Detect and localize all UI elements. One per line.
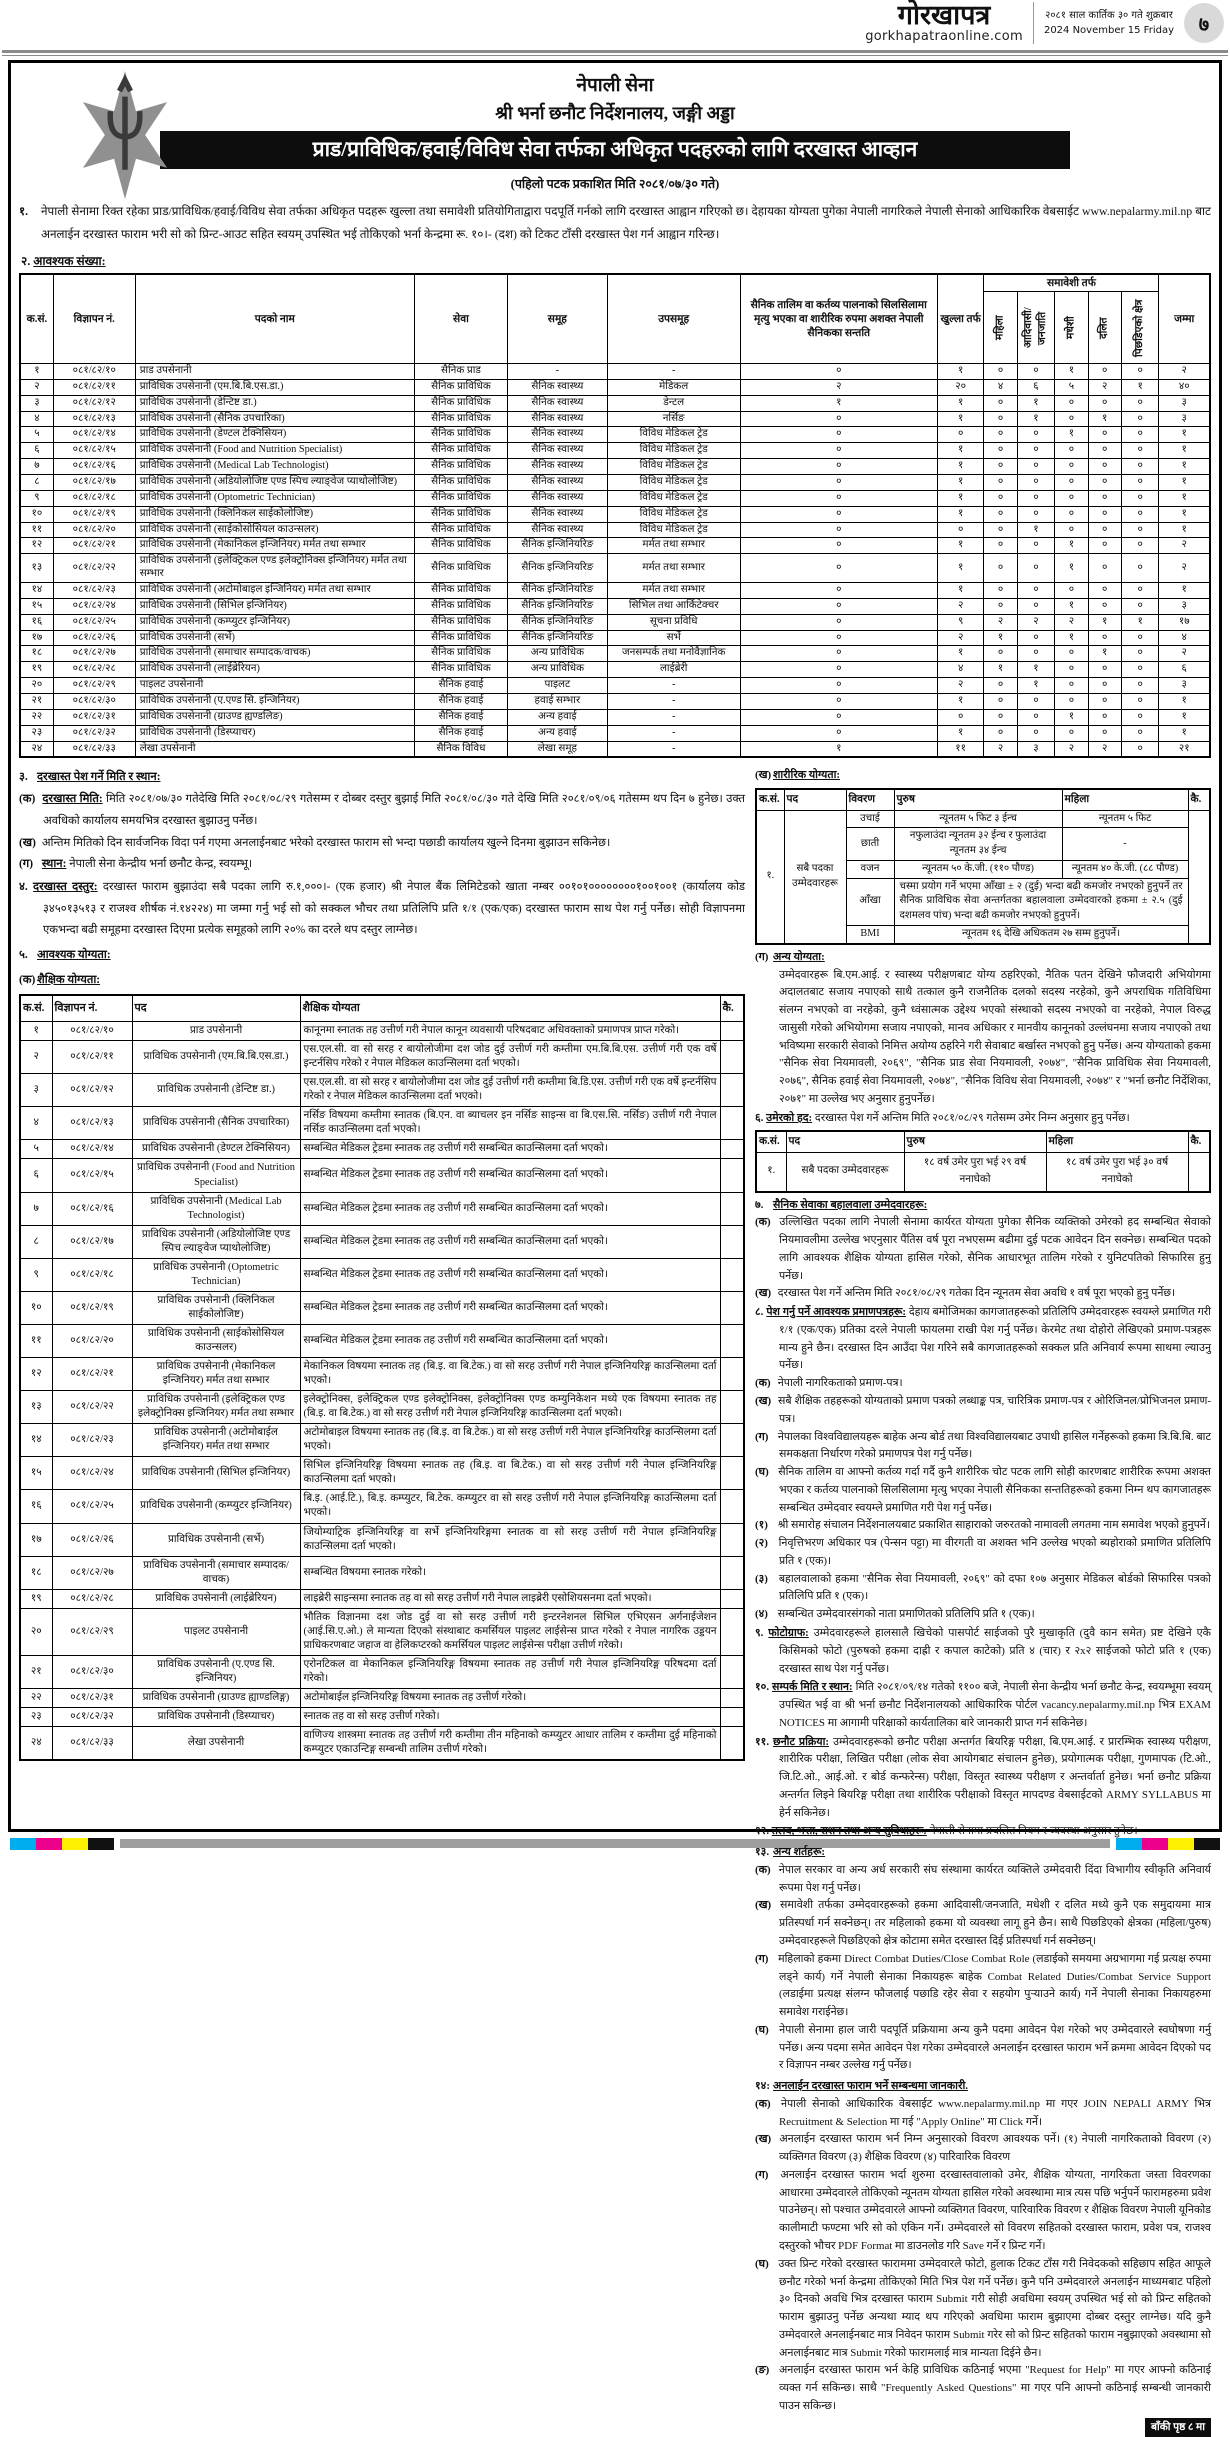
list-item: (१) श्री समारोह संचालन निर्देशनालयबाट प्रकाशित साहाराको जरुरतको नामावली लगतमा नाम समावेश भएको हुनुपर्ने। [755, 1519, 1210, 1532]
section-7-heading: ७. सैनिक सेवाका बहालवाला उम्मेदवारहरू: [755, 1198, 928, 1211]
col-backward-area: पिछडिएको क्षेत्र [1121, 292, 1159, 364]
table-row: १८ ०८१/८२/२७ प्राविधिक उपसेनानी (समाचार सम्पादक/वाचक) सैनिक प्राविधिक अन्य प्राविधिक जनसम्पर्क तथा मनोवैज्ञानिक ० १ ० ० ० १ ० २ [20, 646, 1210, 662]
right-column [755, 764, 1211, 2436]
table-row: ६ ०८१/८२/१५ प्राविधिक उपसेनानी (Food and Nutrition Specialist) सैनिक प्राविधिक सैनिक स्वास्थ्य विविध मेडिकल ट्रेड ० १ ० ० ० ० ० १ [20, 443, 1210, 459]
section-7-items [755, 1214, 1211, 1303]
section-14-heading: १४: अनलाईन दरखास्त फाराम भर्ने सम्बन्धमा जानकारी. [755, 2080, 968, 2093]
list-item: (क) नेपाल सरकार वा अन्य अर्ध सरकारी संघ संस्थामा कार्यरत व्यक्तिले उम्मेदवारी दिंदा विभागीय स्वीकृति अनिवार्य रूपमा पेश गर्नु पर्नेछ। [755, 1863, 1211, 1894]
paper-name: गोरखापत्र [897, 0, 991, 31]
table-row: ४ ०८१/८२/१३ प्राविधिक उपसेनानी (सैनिक उपचारिका) नर्सिङ विषयमा कम्तीमा स्नातक (बि.एन. वा ब्याचलर इन नर्सिङ साइन्स वा बि.एस.सि. नर्सिङ) उत्तीर्ण गरी नेपाल नर्सिङ काउन्सिलमा दर्ता भएको। [20, 1107, 744, 1140]
section-11: ११. छनौट प्रक्रिया: उम्मेदवारहरूको छनौट परीक्षा अन्तर्गत बियरिङ्ग परीक्षा, बि.एम.आई. र प्रारम्भिक स्वास्थ्य परीक्षण, शारीरिक परीक्षा, लिखित परीक्षा (लोक सेवा आयोगबाट संचालन हुनेछ), प्रयोगात्मक परीक्षा, गुणमापक (टि.ओ., जि.टि.ओ., आई.ओ. र बोर्ड कन्फरेन्स) परीक्षा, विस्तृत स्वास्थ्य परीक्षण र अन्तर्वार्ता हुनेछ। भर्ना छनौट प्रक्रिया अन्तर्गत लिइने बियरिङ्ग परीक्षा तथा शारीरिक परीक्षाको विस्तृत मापदण्ड वेबसाईटको ARMY SYLLABUS मा हेर्न सकिनेछ। [755, 1735, 1211, 1819]
col-santati: सैनिक तालिम वा कर्तव्य पालनाको सिलसिलामा मृत्यु भएका वा शारीरिक रुपमा अशक्त नेपाली सैनिकका सन्तति [740, 274, 937, 364]
section-8: ८. पेश गर्नु पर्ने आवश्यक प्रमाणपत्रहरू: देहाय बमोजिमका कागजातहरूको प्रतिलिपि उम्मेदवारहरू स्वयम्ले प्रमाणित गरी १/१ (एक/एक) प्रतिका दरले नेपाली फायलमा राखी पेश गर्नु पर्नेछ। केरमेट तथा दोहोरो लेखिएको प्रमाण-पत्रहरू मान्य हुने छैन। दरखास्त दिन आउँदा पेश गरिने सबै कागजातहरूको सक्कल प्रति अनिवार्य रूपमा साथमा ल्याउनु पर्नेछ। [755, 1306, 1211, 1372]
table-row: ३ ०८१/८२/१२ प्राविधिक उपसेनानी (डेन्टिष्ट डा.) एस.एल.सी. वा सो सरह र बायोलोजीमा दश जोड दुई उत्तीर्ण गरी कम्तीमा बि.डि.एस. उत्तीर्ण गरी एक वर्षे इन्टर्नसिप गरेको र नेपाल मेडिकल काउन्सिलमा दर्ता भएको। [20, 1074, 744, 1107]
col-service: सेवा [414, 274, 507, 364]
education-header-row [20, 995, 744, 1021]
col-ad-no: विज्ञापन नं. [53, 274, 135, 364]
physical-row-chest: छाती नफुलाउंदा न्यूनतम ३२ ईन्च र फुलाउंदा न्यूनतम ३४ ईन्च - [756, 828, 1210, 861]
table-row: ५ ०८१/८२/१४ प्राविधिक उपसेनानी (डेण्टल टेक्निसियन) सम्बन्धित मेडिकल ट्रेडमा स्नातक तह उत्तीर्ण गरी सम्बन्धित काउन्सिलमा दर्ता भएको। [20, 1140, 744, 1159]
section-4: ४. दरखास्त दस्तुर: दरखास्त फाराम बुझाउंदा सबै पदका लागि रु.१,०००।- (एक हजार) श्री नेपाल बैंक लिमिटेडको खाता नम्बर ००१०१००००००००१००१००१ (कार्यालय कोड ३४५०१३५१३ र राजश्व शीर्षक नं.१४२२४) मा जम्मा गर्नु भई सो को सक्कल भौचर तथा प्रतिलिपि प्रति १/१ (एक/एक) दरखास्त फाराम साथ पेश गर्नु पर्नेछ। सोही विज्ञापनमा एकभन्दा बढी समूहमा दरखास्त दिएमा प्रत्येक समूहको लागि २०% का दरले थप दस्तुर लाग्नेछ। [19, 880, 745, 937]
date-english: 2024 November 15 Friday [1043, 25, 1174, 36]
other-qual-text: उम्मेदवारहरू बि.एम.आई. र स्वास्थ्य परीक्षणबाट योग्य ठहरिएको, नैतिक पतन देखिने फौजदारी अभियोगमा अदालतबाट सजाय नपाएको साथै तत्काल कुनै राजनैतिक दलको सदस्य नरहेको, कुनै अपराधिक गतिविधिमा संलग्न नभएको वा नरहेको, कुनै ध्वंसात्मक उद्देश्य भएको संस्थाको सदस्य नभएको वा नरहेको, नेपाल विरुद्ध जासुसी गरेको अभियोगमा सजाय नपाएको, मानव अधिकार र मानवीय कानूनको उल्लंघनमा सजाय नपाएको तथा भविष्यमा सरकारी सेवाको निमित्त अयोग्य ठहरिने गरी सेवाबाट बर्खास्त नभएको हुनु पर्नेछ। अन्य योग्यताको हकमा "सैनिक सेवा नियमावली, २०६९", "सैनिक प्राड सेवा नियमावली, २०७४", "सैनिक प्राविधिक सेवा नियमावली, २०७६", सैनिक हवाई सेवा नियमावली, २०७४", "सैनिक विविध सेवा नियमावली, २०७४" र "भर्ना छनौट निर्देशिका, २०७१" मा उल्लेख भए अनुसार हुनुपर्नेछ। [779, 968, 1211, 1105]
table-row: २० ०८१/८२/२९ पाइलट उपसेनानी भौतिक विज्ञानमा दश जोड दुई वा सो सरह उत्तीर्ण गरी इन्टरनेशनल सिभिल एभिएसन अर्गनाईजेशन (आई.सि.ए.ओ.) ले मान्यता दिएको संस्थाबाट कमर्सियल पाइलट लाईसेन्स प्राप्त गरेको र नेपाल नागरिक उड्डयन प्राधिकरणबाट जहाज वा हेलिकप्टरको कमर्सियल पाइलट लाईसेन्स परीक्षा उत्तीर्ण गरेको। [20, 1608, 744, 1655]
table-row: ३ ०८१/८२/१२ प्राविधिक उपसेनानी (डेन्टिष्ट डा.) सैनिक प्राविधिक सैनिक स्वास्थ्य डेन्टल १ १ ० १ ० ० ० ३ [20, 395, 1210, 411]
table-row: ८ ०८१/८२/१७ प्राविधिक उपसेनानी (अडियोलोजिष्ट एण्ड स्पिच ल्याङ्वेज प्याथोलोजिष्ट) सम्बन्धित मेडिकल ट्रेडमा स्नातक तह उत्तीर्ण गरी सम्बन्धित काउन्सिलमा दर्ता भएको। [20, 1225, 744, 1258]
table-row: ५ ०८१/८२/१४ प्राविधिक उपसेनानी (डेण्टल टेक्निसियन) सैनिक प्राविधिक सैनिक स्वास्थ्य विविध मेडिकल ट्रेड ० ० ० ० १ ० ० १ [20, 427, 1210, 443]
masthead-divider [1033, 2, 1034, 44]
table-row: १४ ०८१/८२/२३ प्राविधिक उपसेनानी (अटोमोबाईल इन्जिनियर) मर्मत तथा सम्भार अटोमोबाइल विषयमा स्नातक तह (बि.इ. वा बि.टेक.) वा सो सरह उत्तीर्ण गरी नेपाल इन्जिनियरिङ्ग काउन्सिलमा दर्ता भएको। [20, 1424, 744, 1457]
vacancy-table [19, 273, 1211, 758]
nepali-army-star-logo [79, 71, 171, 204]
advertisement-title-banner: प्राड/प्राविधिक/हवाई/विविध सेवा तर्फका अधिकृत पदहरुको लागि दरखास्त आव्हान [160, 131, 1070, 169]
physical-row-eye: आँखा चस्मा प्रयोग गर्ने भएमा आँखा ± २ (दुई) भन्दा बढी कमजोर नभएको हुनुपर्ने तर सैनिक प्राविधिक सेवा अन्तर्गतका बहालवाला उम्मेदवारको हकमा ± २.५ (दुई दशमलव पांच) भन्दा बढी कमजोर नभएको हुनुपर्ने। [756, 878, 1210, 925]
list-item: (घ) सैनिक तालिम वा आफ्नो कर्तव्य गर्दा गर्दै कुनै शारीरिक चोट पटक लागि सोही कारणबाट शारीरिक रूपमा अशक्त भएका र कर्तव्य पालनाको सिलसिलामा मृत्यु भएका नेपाली सैनिकका सन्ततिहरूको हकमा निम्न थप कागजातहरू सम्बन्धित उम्मेदवार स्वयम्ले प्रमाणित गरी पेश गर्नु पर्नेछ। [755, 1466, 1211, 1514]
physical-row-weight: वजन न्यूनतम ५० के.जी. (११० पौण्ड) न्यूनतम ४० के.जी. (८८ पौण्ड) [756, 860, 1210, 878]
edu-col-post: पद [132, 995, 300, 1021]
list-item: (ख) अन्तिम मितिको दिन सार्वजनिक विदा पर्न गएमा अनलाईनबाट भरेको दरखास्त फाराम सो भन्दा पछाडी कार्यालय खुल्ने दिनमा बुझाउन सकिनेछ। [19, 836, 611, 849]
edu-col-ad-no: विज्ञापन नं. [52, 995, 132, 1021]
section-9: ९. फोटोग्राफ: उम्मेदवारहरूले हालसालै खिचेको पासपोर्ट साईजको पुरै मुखाकृति (दुवै कान समेत) प्रष्ट देखिने एकै किसिमको फोटो (पुरुषको हकमा दाह्री र कपाल काटेको) प्रति ४ (चार) र २x२ साईजको फोटो प्रति १ (एक) दरखास्त साथ पेश गर्नु पर्नेछ। [755, 1626, 1211, 1675]
list-item: (ग) नेपालका विश्वविद्यालयहरू बाहेक अन्य बोर्ड तथा विश्वविद्यालयबाट उपाधी हासिल गर्नेहरूको हकमा त्रि.बि.बि. बाट समकक्षता निर्धारण गरेको प्रमाणपत्र पेश गर्नु पर्नेछ। [755, 1430, 1211, 1461]
list-item: (क) दरखास्त मिति: मिति २०८१/०७/३० गतेदेखि मिति २०८१/०८/२९ गतेसम्म र दोब्बर दस्तुर बुझाई मिति २०८१/०८/३० गते देखि मिति २०८१/०९/०६ गतेसम्म थप दिन ७ हुनेछ। उक्त अवधिको कार्यालय समयभित्र दरखास्त बुझाउनु पर्नेछ। [19, 793, 745, 827]
org-name: नेपाली सेना [576, 75, 654, 96]
table-row: २१ ०८१/८२/३० प्राविधिक उपसेनानी (ए.एण्ड सि. इन्जिनियर) सैनिक हवाई हवाई सम्भार - ० १ ० ० ० ० ० १ [20, 694, 1210, 710]
newspaper-masthead [0, 0, 1230, 50]
table-row: २४ ०८१/८२/३३ लेखा उपसेनानी वाणिज्य शास्त्रमा स्नातक तह उत्तीर्ण गरी कम्तीमा तीन महिनाको कम्प्युटर आधार तालिम र कम्तीमा दुई महिनाको कम्प्युटर एकाउन्टिङ्ग सम्बन्धी तालिम उत्तीर्ण गरेको। [20, 1727, 744, 1761]
list-item: (२) निवृत्तिभरण अधिकार पत्र (पेन्सन पट्टा) मा वीरगती वा अशक्त भनि उल्लेख भएको ब्यहोराको प्रमाणित प्रतिलिपि प्रति १ (एक)। [755, 1537, 1211, 1567]
age-table [755, 1130, 1211, 1192]
table-row: ६ ०८१/८२/१५ प्राविधिक उपसेनानी (Food and Nutrition Specialist) सम्बन्धित मेडिकल ट्रेडमा स्नातक तह उत्तीर्ण गरी सम्बन्धित काउन्सिलमा दर्ता भएको। [20, 1159, 744, 1192]
star-trident-icon [79, 71, 171, 199]
list-item: (३) बहालवालाको हकमा "सैनिक सेवा नियमावली, २०६९" को दफा १०७ अनुसार मेडिकल बोर्डको सिफारिस पत्रको प्रतिलिपि प्रति १ (एक)। [755, 1572, 1211, 1603]
section-5-heading: ५. आवश्यक योग्यता: [19, 948, 111, 961]
table-row: १५ ०८१/८२/२४ प्राविधिक उपसेनानी (सिभिल इन्जिनियर) सिभिल इन्जिनियरिङ्ग विषयमा स्नातक तह (बि.इ. वा बि.टेक.) वा सो सरह उत्तीर्ण गरी नेपाल इन्जिनियरिङ्ग काउन्सिलमा दर्ता भएको। [20, 1457, 744, 1490]
table-row: ११ ०८१/८२/२० प्राविधिक उपसेनानी (साईकोसोसियल काउन्सलर) सम्बन्धित मेडिकल ट्रेडमा स्नातक तह उत्तीर्ण गरी सम्बन्धित काउन्सिलमा दर्ता भएको। [20, 1324, 744, 1357]
section-8-items [755, 1375, 1211, 1624]
table-row: १५ ०८१/८२/२४ प्राविधिक उपसेनानी (सिभिल इन्जिनियर) सैनिक प्राविधिक सैनिक इन्जिनियरिङ सिभिल तथा आर्किटेक्चर ० २ ० ० १ ० ० ३ [20, 598, 1210, 614]
col-open: खुल्ला तर्फ [937, 274, 984, 364]
directorate-name: श्री भर्ना छनौट निर्देशनालय, जङ्गी अड्डा [495, 103, 735, 123]
vacancy-section-heading: २. आवश्यक संख्या: [21, 254, 106, 268]
continued-on-page-badge: बाँकी पृष्ठ ८ मा [1145, 2418, 1211, 2437]
intro-number: १. [19, 204, 29, 218]
list-item: (४) सम्बन्धित उम्मेदवारसंगको नाता प्रमाणितको प्रतिलिपि प्रति १ (एक)। [755, 1608, 1035, 1621]
list-item: (ग) स्थान: नेपाली सेना केन्द्रीय भर्ना छनौट केन्द्र, स्वयम्भू। [19, 858, 253, 871]
table-row: १ ०८१/८२/१० प्राड उपसेनानी सैनिक प्राड - - ० १ ० ० १ ० ० २ [20, 364, 1210, 380]
list-item: (ख) दरखास्त पेश गर्ने अन्तिम मिति २०८१/०८/२९ गतेका दिन न्यूनतम सेवा अवधि १ वर्ष पूरा भएको हुनु पर्नेछ। [755, 1287, 1176, 1300]
table-row: १३ ०८१/८२/२२ प्राविधिक उपसेनानी (इलेक्ट्रिकल एण्ड इलेक्ट्रोनिक्स इन्जिनियर) मर्मत तथा सम्भार इलेक्ट्रोनिक्स, इलेक्ट्रिकल एण्ड इलेक्ट्रोनिक्स, इलेक्ट्रोनिक्स एण्ड कम्युनिकेशन मध्ये एक विषयमा स्नातक तह (बि.इ. वा बि.टेक.) वा सो सरह उत्तीर्ण गरी नेपाल इन्जिनियरिङ्ग काउन्सिलमा दर्ता भएको। [20, 1391, 744, 1424]
education-table-body [20, 1022, 744, 1761]
table-row: ९ ०८१/८२/१८ प्राविधिक उपसेनानी (Optometric Technician) सम्बन्धित मेडिकल ट्रेडमा स्नातक तह उत्तीर्ण गरी सम्बन्धित काउन्सिलमा दर्ता भएको। [20, 1258, 744, 1291]
table-row: १२ ०८१/८२/२१ प्राविधिक उपसेनानी (मेकानिकल इन्जिनियर) मर्मत तथा सम्भार मेकानिकल विषयमा स्नातक तह (बि.इ. वा बि.टेक.) वा सो सरह उत्तीर्ण गरी नेपाल इन्जिनियरिङ्ग काउन्सिलमा दर्ता भएको। [20, 1358, 744, 1391]
section-13-heading: १३. अन्य शर्तहरू: [755, 1846, 826, 1859]
intro-text: नेपाली सेनामा रिक्त रहेका प्राड/प्राविधिक/हवाई/विविध सेवा तर्फका अधिकृत पदहरू खुल्ला तथा समावेशी प्रतियोगिताद्वारा पदपूर्ति गर्नको लागि दरखास्त आह्वान गरिएको छ। देहायका योग्यता पुगेका नेपाली नागरिकले नेपाली सेनाको आधिकारिक वेबसाईट www.nepalarmy.mil.np बाट अनलाईन दरखास्त फाराम भरी सो को प्रिन्ट-आउट सहित स्वयम् उपस्थित भई तोकिएको भर्ना केन्द्रमा रू. १०।- (दश) को टिकट टाँसी दरखास्त पेश गर्न आह्वान गरिन्छ। [41, 204, 1211, 241]
section-12: १२. तलब, भत्ता, राशन तथा अन्य सुविधाहरू: नेपाली सेनामा प्रचलित नियम र व्यवस्था अनुसार हुनेछ। [755, 1825, 1138, 1838]
physical-row-bmi: BMI न्यूनतम १६ देखि अधिकतम २७ सम्म हुनुपर्ने। [756, 925, 1210, 943]
table-row: १ ०८१/८२/१० प्राड उपसेनानी कानूनमा स्नातक तह उत्तीर्ण गरी नेपाल कानून व्यवसायी परिषदबाट अधिवक्ताको प्रमाणपत्र प्राप्त गरेको। [20, 1022, 744, 1041]
col-dalit: दलित [1088, 292, 1121, 364]
col-inclusive-group: समावेशी तर्फ [984, 274, 1159, 292]
table-row: १३ ०८१/८२/२२ प्राविधिक उपसेनानी (इलेक्ट्रिकल एण्ड इलेक्ट्रोनिक्स इन्जिनियर) मर्मत तथा सम्भार सैनिक प्राविधिक सैनिक इन्जिनियरिङ मर्मत तथा सम्भार ० १ ० ० १ ० ० २ [20, 554, 1210, 583]
table-row: ४ ०८१/८२/१३ प्राविधिक उपसेनानी (सैनिक उपचारिका) सैनिक प्राविधिक सैनिक स्वास्थ्य नर्सिङ ० १ ० १ ० १ ० ३ [20, 411, 1210, 427]
masthead-rule-thin [2, 55, 1228, 56]
list-item: (क) नेपाली सेनाको आधिकारिक वेबसाईट www.nepalarmy.mil.np मा गएर JOIN NEPALI ARMY भित्र Recruitment & Selection मा गई "Apply Online" मा Click गर्ने। [755, 2097, 1211, 2128]
table-row: १० ०८१/८२/१९ प्राविधिक उपसेनानी (क्लिनिकल साईकोलोजिष्ट) सम्बन्धित मेडिकल ट्रेडमा स्नातक तह उत्तीर्ण गरी सम्बन्धित काउन्सिलमा दर्ता भएको। [20, 1291, 744, 1324]
table-row: ८ ०८१/८२/१७ प्राविधिक उपसेनानी (अडियोलोजिष्ट एण्ड स्पिच ल्याङ्वेज प्याथोलोजिष्ट) सैनिक प्राविधिक सैनिक स्वास्थ्य विविध मेडिकल ट्रेड ० १ ० ० ० ० ० १ [20, 475, 1210, 491]
section-5a-heading: (क) शैक्षिक योग्यता: [19, 973, 101, 986]
table-row: २२ ०८१/८२/३१ प्राविधिक उपसेनानी (ग्राउण्ड ह्यण्डलिङ) सैनिक हवाई अन्य हवाई - ० ० ० ० १ ० ० १ [20, 709, 1210, 725]
table-row: ७ ०८१/८२/१६ प्राविधिक उपसेनानी (Medical Lab Technologist) सैनिक प्राविधिक सैनिक स्वास्थ्य विविध मेडिकल ट्रेड ० १ ० ० ० ० ० १ [20, 459, 1210, 475]
edu-col-qualification: शैक्षिक योग्यता [300, 995, 720, 1021]
table-row: २२ ०८१/८२/३१ प्राविधिक उपसेनानी (ग्राउण्ड ह्याण्डलिङ्ग) अटोमोबाईल इन्जिनियरिङ्ग विषयमा स्नातक तह उत्तीर्ण गरेको। [20, 1688, 744, 1707]
list-item: (क) नेपाली नागरिकताको प्रमाण-पत्र। [755, 1377, 903, 1390]
table-row: १२ ०८१/८२/२१ प्राविधिक उपसेनानी (मेकानिकल इन्जिनियर) मर्मत तथा सम्भार सैनिक प्राविधिक सैनिक इन्जिनियरिङ मर्मत तथा सम्भार ० १ ० ० १ ० ० २ [20, 538, 1210, 554]
col-total: जम्मा [1159, 274, 1210, 364]
table-row: २० ०८१/८२/२९ पाइलट उपसेनानी सैनिक हवाई पाइलट - ० २ ० १ ० ० ० ३ [20, 678, 1210, 694]
section-3-heading: ३. दरखास्त पेश गर्ने मिति र स्थान: [19, 771, 161, 784]
table-row: १९ ०८१/८२/२८ प्राविधिक उपसेनानी (लाईब्रेरियन) सैनिक प्राविधिक अन्य प्राविधिक लाईब्रेरी ० ४ १ १ ० ० ० ६ [20, 662, 1210, 678]
section-14-items [755, 2096, 1211, 2416]
col-post: पदको नाम [135, 274, 414, 364]
list-item: (घ) उक्त प्रिन्ट गरेको दरखास्त फाराममा उम्मेदवारले फोटो, हुलाक टिकट टाँस गरी निवेदकको सहिछाप सहित आफूले छनौट गरेको भर्ना केन्द्रमा तोकिएको मिति भित्र पेश गर्ने पर्नेछ। कुनै पनि उम्मेदवारले अनलाईन माध्यमबाट पहिलो ३० दिनको अवधि भित्र दरखास्त फाराम Submit गरी सोही अवधिमा स्वयम् उपस्थित भई सो को प्रिन्ट सहितको फाराम बुझाउनु पर्नेछ अन्यथा म्याद थप गरिएको अवधिमा फाराम बुझाएमा दोब्बर दस्तुर लाग्नेछ। यदि कुनै उम्मेदवारले अनलाईनबाट मात्र निवेदन फाराम Submit गरेर सो को प्रिन्ट सहितको फाराम नबुझाएको अवस्थामा सो अनलाईनबाट मात्र Submit गरेको फारामलाई मात्र मान्यता दिईने छैन। [755, 2257, 1211, 2359]
page-number-badge: ७ [1184, 3, 1224, 43]
table-row: १६ ०८१/८२/२५ प्राविधिक उपसेनानी (कम्प्युटर इन्जिनियर) सैनिक प्राविधिक सैनिक इन्जिनियरिङ सूचना प्रविधि ० ९ २ २ २ १ १ १७ [20, 614, 1210, 630]
physical-table [755, 788, 1211, 945]
col-female: महिला [984, 292, 1017, 364]
table-row: २३ ०८१/८२/३२ प्राविधिक उपसेनानी (डिस्प्याचर) स्नातक तह वा सो सरह उत्तीर्ण गरेको। [20, 1708, 744, 1727]
vacancy-table-body [20, 364, 1210, 758]
col-subgroup: उपसमूह [607, 274, 740, 364]
masthead-rule-thick [2, 50, 1228, 53]
list-item: (क) उल्लिखित पदका लागि नेपाली सेनामा कार्यरत योग्यता पुगेका सैनिक व्यक्तिको उमेरको हद सम्बन्धित सेवाको नियमावलीमा उल्लेख भएनुसार पैंतिस वर्ष पूरा नभएसम्म बढीमा दुई पटक आवेदन दिन सक्नेछ। सम्बन्धित पदको लागि आवश्यक शैक्षिक योग्यता हासिल गरेको, सैनिक आधारभूत तालिम गरेको र युनिटपतिको सिफारिस हुनु पर्नेछ। [755, 1216, 1211, 1282]
table-row: ९ ०८१/८२/१८ प्राविधिक उपसेनानी (Optometric Technician) सैनिक प्राविधिक सैनिक स्वास्थ्य विविध मेडिकल ट्रेड ० १ ० ० ० ० ० १ [20, 490, 1210, 506]
section-10: १०. सम्पर्क मिति र स्थान: मिति २०८१/०९/१४ गतेको ११०० बजे, नेपाली सेना केन्द्रीय भर्ना छनौट केन्द्र, स्वयम्भूमा स्वयम् उपस्थित भई वा श्री भर्ना छनौट निर्देशनालयको आधिकारिक पोर्टल vacancy.nepalarmy.mil.np भित्र EXAM NOTICES मा आगामी परिक्षाको कार्यतालिका बारे जानकारी प्राप्त गर्न सकिनेछ। [755, 1681, 1211, 1729]
col-sn: क.सं. [20, 274, 53, 364]
table-row: १८ ०८१/८२/२७ प्राविधिक उपसेनानी (समाचार सम्पादक/वाचक) सम्बन्धित विषयमा स्नातक गरेको। [20, 1556, 744, 1589]
section-6: ६. उमेरको हद: दरखास्त पेश गर्ने अन्तिम मिति २०८१/०८/२९ गतेसम्म उमेर निम्न अनुसार हुनु पर्नेछ। [755, 1111, 1130, 1124]
table-row: ११ ०८१/८२/२० प्राविधिक उपसेनानी (साईकोसोसियल काउन्सलर) सैनिक प्राविधिक सैनिक स्वास्थ्य विविध मेडिकल ट्रेड ० ० ० १ ० ० ० १ [20, 522, 1210, 538]
table-row: २१ ०८१/८२/३० प्राविधिक उपसेनानी (ए.एण्ड सि. इन्जिनियर) एरोनटिकल वा मेकानिकल इन्जिनियरिङ्ग विषयमा स्नातक तह उत्तीर्ण गरी नेपाल इन्जिनियरिङ्ग परिषदमा दर्ता गरेको। [20, 1655, 744, 1688]
col-madhesi: मधेशी [1055, 292, 1088, 364]
education-table [19, 994, 745, 1761]
left-column [19, 764, 745, 1761]
table-row: २ ०८१/८२/११ प्राविधिक उपसेनानी (एम.बि.बि.एस.डा.) एस.एल.सी. वा सो सरह र बायोलोजीमा दश जोड दुई उत्तीर्ण गरी कम्तीमा एम.बि.बि.एस. उत्तीर्ण गरी एक वर्षे इन्टर्नसिप गरेको र नेपाल मेडिकल काउन्सिलमा दर्ता भएको। [20, 1041, 744, 1074]
table-row: १७ ०८१/८२/२६ प्राविधिक उपसेनानी (सर्भे) सैनिक प्राविधिक सैनिक इन्जिनियरिङ सर्भे ० २ १ ० १ ० ० ४ [20, 630, 1210, 646]
table-row: १७ ०८१/८२/२६ प्राविधिक उपसेनानी (सर्भे) जियोम्याट्रिक इन्जिनियरिङ्ग वा सर्भे इन्जिनियरिङ्गमा स्नातक वा सो सरह उत्तीर्ण गरी नेपाल इन्जिनियरिङ्ग काउन्सिलमा दर्ता भएको। [20, 1523, 744, 1556]
edu-col-sn: क.सं. [20, 995, 52, 1021]
other-qual-heading: (ग) अन्य योग्यता: [755, 950, 825, 963]
table-row: १६ ०८१/८२/२५ प्राविधिक उपसेनानी (कम्प्युटर इन्जिनियर) बि.इ. (आई.टि.), बि.इ. कम्प्युटर, बि.टेक. कम्प्युटर वा सो सरह उत्तीर्ण गरी नेपाल इन्जिनियरिङ्ग काउन्सिलमा दर्ता भएको। [20, 1490, 744, 1523]
paper-website: gorkhapatraonline.com [865, 29, 1023, 44]
advertisement-box [8, 60, 1222, 2433]
col-group: समूह [507, 274, 607, 364]
section-13-items [755, 1862, 1211, 2075]
list-item: (ग) अनलाईन दरखास्त फाराम भर्दा शुरुमा दरखास्तवालाको उमेर, शैक्षिक योग्यता, नागरिकता जस्ता विवरणका आधारमा उम्मेदवारले तोकिएको न्यूनतम योग्यता हासिल गरेको अवस्थामा मात्र त्यस पछि भर्नुपर्ने फारामहरुमा प्रवेश पाउनेछन्। सो पश्चात उम्मेदवारले आफ्नो व्यक्तिगत विवरण, पारिवारिक विवरण र शैक्षिक विवरण नेपाली यूनिकोड कालीमाटी फण्टमा भरि सो को एकिन गर्ने। उम्मेदवारले सो विवरण सहितको दरखास्त फाराम, प्रवेश पत्र, राजश्व दस्तुरको भौचर PDF Format मा डाउनलोड गरि Save गर्ने र प्रिन्ट गर्ने। [755, 2168, 1211, 2252]
edu-col-remarks: कै. [720, 995, 744, 1021]
age-data-row: १. सबै पदका उम्मेदवारहरू १८ वर्ष उमेर पुरा भई २९ वर्ष ननाघेको १८ वर्ष उमेर पुरा भई ३० वर्ष ननाघेको [756, 1152, 1210, 1191]
age-header-row: क.सं. पद पुरुष महिला कै. [756, 1131, 1210, 1152]
col-adivasi-janajati: आदिवासी/ जनजाति [1017, 292, 1055, 364]
section-3-items [19, 789, 745, 876]
table-row: ७ ०८१/८२/१६ प्राविधिक उपसेनानी (Medical Lab Technologist) सम्बन्धित मेडिकल ट्रेडमा स्नातक तह उत्तीर्ण गरी सम्बन्धित काउन्सिलमा दर्ता भएको। [20, 1192, 744, 1225]
date-nepali: २०८१ साल कार्तिक ३० गते शुक्रबार [1045, 10, 1173, 21]
list-item: (ख) सबै शैक्षिक तहहरूको योग्यताको प्रमाण पत्रको लब्धाङ्क पत्र, चारित्रिक प्रमाण-पत्र र ओरिजिनल/प्रोभिजनल प्रमाण-पत्र। [755, 1395, 1211, 1425]
table-row: १४ ०८१/८२/२३ प्राविधिक उपसेनानी (अटोमोबाइल इन्जिनियर) मर्मत तथा सम्भार सैनिक प्राविधिक सैनिक इन्जिनियरिङ मर्मत तथा सम्भार ० १ ० ० ० ० ० १ [20, 583, 1210, 599]
list-item: (ख) अनलाईन दरखास्त फाराम भर्न निम्न अनुसारको विवरण आवश्यक पर्ने। (१) नेपाली नागरिकताको विवरण (२) व्यक्तिगत विवरण (३) शैक्षिक विवरण (४) पारिवारिक विवरण [755, 2133, 1211, 2164]
physical-header-row: क.सं. पद विवरण पुरुष महिला कै. [756, 789, 1210, 810]
physical-row-height: १. सबै पदका उम्मेदवारहरू उचाई न्यूनतम ५ फिट ३ ईन्च न्यूनतम ५ फिट [756, 810, 1210, 828]
table-row: १९ ०८१/८२/२८ प्राविधिक उपसेनानी (लाईब्रेरियन) लाइब्रेरी साइन्समा स्नातक तह वा सो सरह उत्तीर्ण गरी नेपाल लाइब्रेरी एसोशियसनमा दर्ता भएको। [20, 1589, 744, 1608]
table-row: २४ ०८१/८२/३३ लेखा उपसेनानी सैनिक विविध लेखा समूह - १ ११ २ ३ २ २ ० २१ [20, 741, 1210, 757]
list-item: (ग) महिलाको हकमा Direct Combat Duties/Close Combat Role (लडाईको समयमा अग्रभागमा गई प्रत्यक्ष रुपमा लड्ने कार्य) गर्ने नेपाली सेनाका निकायहरू बाहेक Combat Related Duties/Combat Service Support (लडाईमा प्रत्यक्ष संलग्न फौजलाई पछाडि रहेर सेवा र सहयोग पुऱ्याउने कार्य) गर्ने नेपाली सेनाका निकायहरुमा समावेश गराईनेछ। [755, 1952, 1211, 2019]
intro-paragraph [19, 200, 1211, 246]
vacancy-header-row-1 [20, 274, 1210, 292]
first-published-date: (पहिलो पटक प्रकाशित मिति २०८१/०७/३० गते) [510, 177, 720, 191]
physical-heading: (ख) शारीरिक योग्यता: [755, 769, 841, 782]
table-row: १० ०८१/८२/१९ प्राविधिक उपसेनानी (क्लिनिकल साईकोलोजिष्ट) सैनिक प्राविधिक सैनिक स्वास्थ्य विविध मेडिकल ट्रेड ० १ ० ० ० ० ० १ [20, 506, 1210, 522]
table-row: २३ ०८१/८२/३२ प्राविधिक उपसेनानी (डिस्प्याचर) सैनिक हवाई अन्य हवाई - ० १ ० ० ० ० ० १ [20, 725, 1210, 741]
list-item: (ख) समावेशी तर्फका उम्मेदवारहरूको हकमा आदिवासी/जनजाति, मधेशी र दलित मध्ये कुनै एक समुदायमा मात्र प्रतिस्पर्धा गर्न सक्नेछन्। तर महिलाको हकमा यो व्यवस्था लागू हुने छैन। साथै पिछडिएको क्षेत्रका (महिला/पुरुष) उम्मेदवारहरूले पिछडिएको क्षेत्र कोटामा समेत दरखास्त दिई प्रतिस्पर्धा गर्न सक्नेछन्। [755, 1899, 1211, 1947]
table-row: २ ०८१/८२/११ प्राविधिक उपसेनानी (एम.बि.बि.एस.डा.) सैनिक प्राविधिक सैनिक स्वास्थ्य मेडिकल २ २० ४ ६ ५ २ १ ४० [20, 379, 1210, 395]
list-item: (घ) नेपाली सेनामा हाल जारी पदपूर्ति प्रक्रियामा अन्य कुनै पदमा आवेदन पेश गरेको भए उम्मेदवारले स्वघोषणा गर्नु पर्नेछ। अन्य पदमा समेत आवेदन पेश गरेका उम्मेदवारले अनलाईन दरखास्त फाराम भर्ने क्रममा आवेदन दिएको पद र विज्ञापन नम्बर उल्लेख गर्नु पर्नेछ। [755, 2023, 1211, 2072]
list-item: (ङ) अनलाईन दरखास्त फाराम भर्न केहि प्राविधिक कठिनाई भएमा "Request for Help" मा गएर आफ्नो कठिनाई व्यक्त गर्न सकिन्छ। साथै "Frequently Asked Questions" मा गएर पनि आफ्नो कठिनाई सम्बन्धी जानकारी पाउन सकिन्छ। [755, 2364, 1211, 2412]
